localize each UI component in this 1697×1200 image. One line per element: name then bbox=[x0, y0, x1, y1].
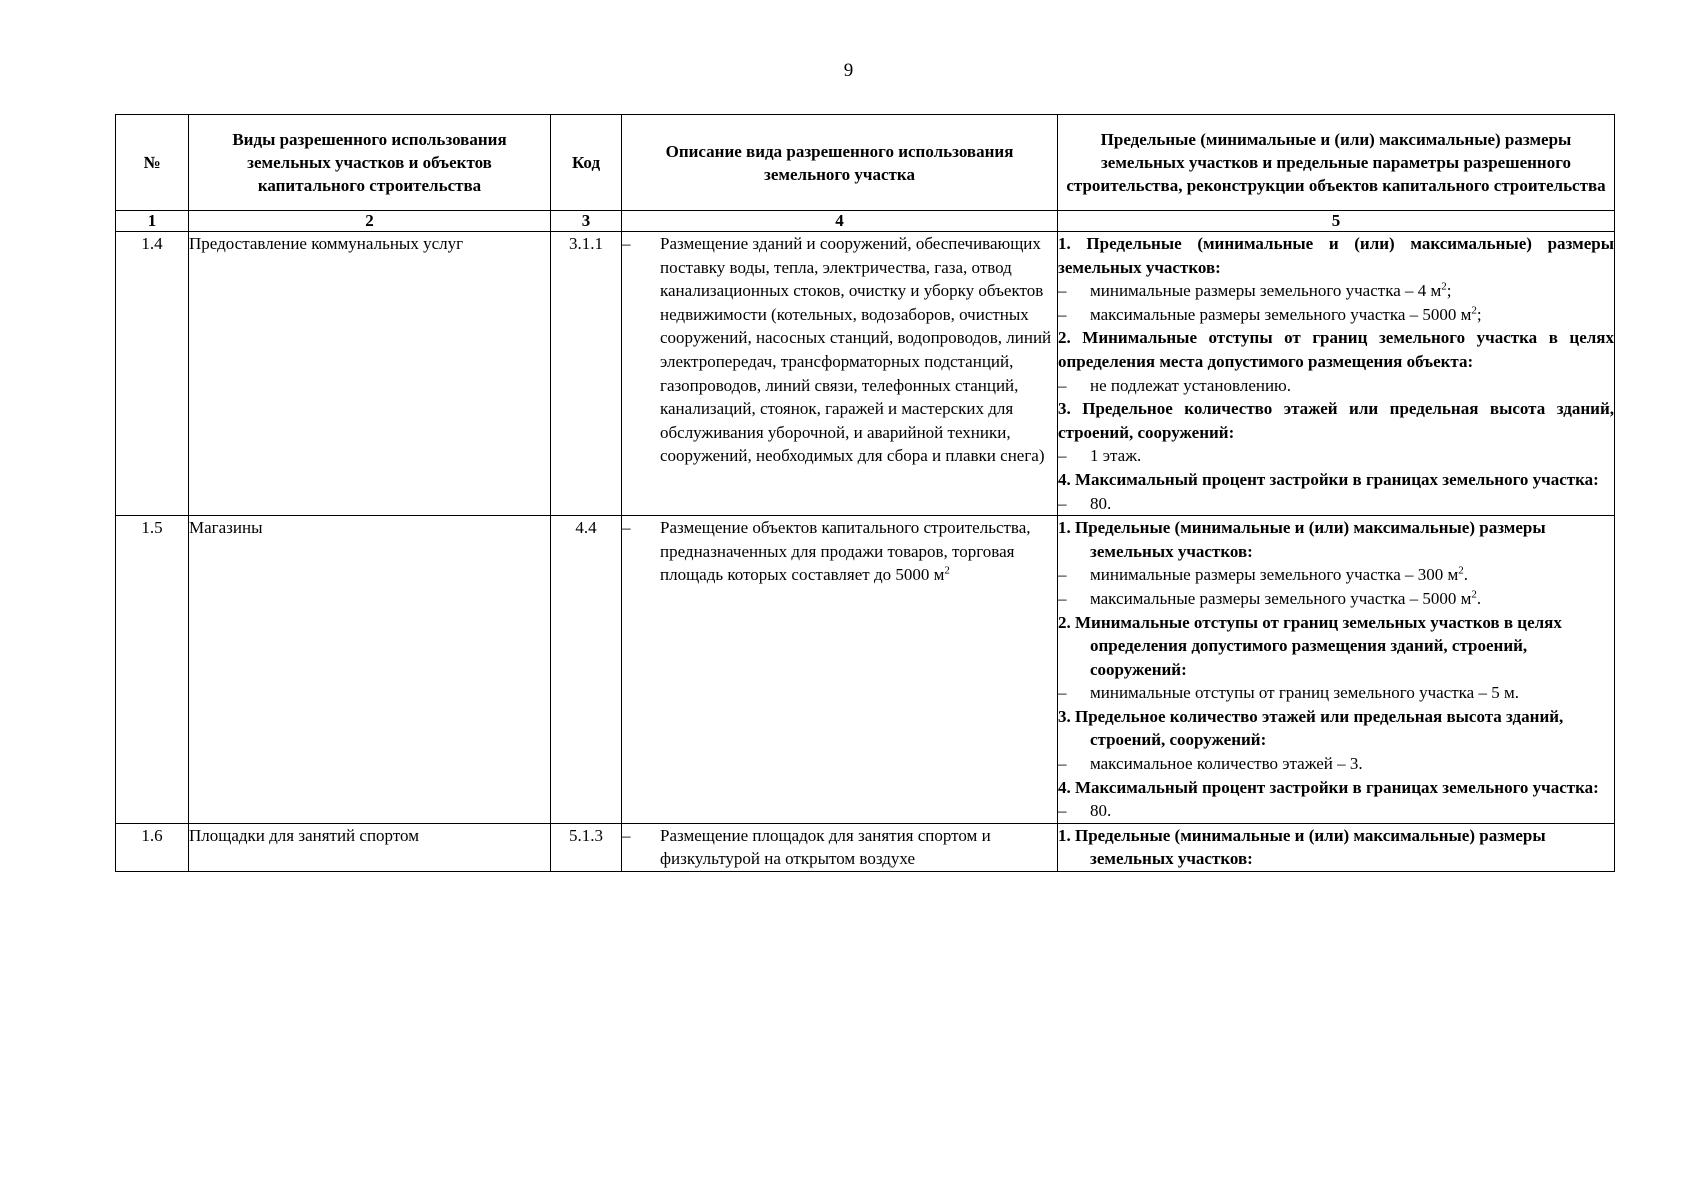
limit-heading: 2. Минимальные отступы от границ земельного участка в целях определения места допустимого размещения объекта: bbox=[1058, 328, 1614, 371]
column-number: 5 bbox=[1058, 211, 1615, 232]
limit-text: минимальные отступы от границ земельного участка – 5 м. bbox=[1090, 683, 1519, 703]
header-row bbox=[116, 115, 1615, 211]
column-number: 3 bbox=[551, 211, 622, 232]
limit-value bbox=[1058, 492, 1614, 516]
limit-text: максимальное количество этажей – 3. bbox=[1090, 754, 1363, 774]
limit-value bbox=[1058, 444, 1614, 468]
limits-cell bbox=[1058, 232, 1615, 516]
limit-heading: 3. Предельное количество этажей или предельная высота зданий, строений, сооружений: bbox=[1058, 706, 1564, 750]
limit-text: минимальные размеры земельного участка – 300 м bbox=[1090, 565, 1459, 585]
use-description bbox=[622, 516, 1058, 824]
limit-heading: 1. Предельные (минимальные и (или) максимальные) размеры земельных участков: bbox=[1058, 234, 1614, 277]
limit-value bbox=[1058, 374, 1614, 398]
limit-text: 80. bbox=[1090, 493, 1112, 513]
use-code: 5.1.3 bbox=[551, 823, 622, 871]
table-row bbox=[116, 823, 1615, 871]
dash-marker: – bbox=[1058, 493, 1067, 513]
column-number: 4 bbox=[622, 211, 1058, 232]
header-use-type: Виды разрешенного использования земельных участков и объектов капитального строительства bbox=[189, 115, 551, 211]
superscript: 2 bbox=[1458, 564, 1464, 577]
page-number: 9 bbox=[843, 60, 854, 81]
limit-value bbox=[1058, 563, 1614, 587]
dash-marker: – bbox=[1058, 588, 1067, 608]
limit-value bbox=[1058, 303, 1614, 327]
dash-marker: – bbox=[1058, 375, 1067, 395]
superscript: 2 bbox=[944, 564, 950, 577]
row-number: 1.4 bbox=[116, 232, 189, 516]
dash-marker: – bbox=[622, 518, 631, 538]
use-description bbox=[622, 823, 1058, 871]
use-code: 3.1.1 bbox=[551, 232, 622, 516]
header-limits: Предельные (минимальные и (или) максимальные) размеры земельных участков и предельные параметры разрешенного строительства, реконструкции объектов капитального строительства bbox=[1058, 115, 1615, 211]
limit-text: максимальные размеры земельного участка – 5000 м bbox=[1090, 304, 1472, 324]
dash-marker: – bbox=[1058, 683, 1067, 703]
limit-tail: . bbox=[1476, 588, 1482, 608]
header-description: Описание вида разрешенного использования земельного участка bbox=[622, 115, 1058, 211]
row-number: 1.6 bbox=[116, 823, 189, 871]
limit-value bbox=[1058, 681, 1614, 705]
use-code: 4.4 bbox=[551, 516, 622, 824]
description-text: Размещение площадок для занятия спортом и физкультурой на открытом воздухе bbox=[660, 825, 991, 869]
column-number: 2 bbox=[189, 211, 551, 232]
land-use-table bbox=[115, 114, 1615, 872]
limit-text: минимальные размеры земельного участка – 4 м bbox=[1090, 281, 1442, 301]
description-item bbox=[622, 824, 1057, 871]
limit-heading: 4. Максимальный процент застройки в границах земельного участка: bbox=[1058, 469, 1599, 489]
dash-marker: – bbox=[1058, 754, 1067, 774]
superscript: 2 bbox=[1441, 280, 1447, 293]
limit-text: максимальные размеры земельного участка – 5000 м bbox=[1090, 588, 1472, 608]
header-code: Код bbox=[551, 115, 622, 211]
header-num: № bbox=[116, 115, 189, 211]
limit-tail: ; bbox=[1446, 281, 1452, 301]
limit-heading: 2. Минимальные отступы от границ земельных участков в целях определения допустимого размещения зданий, строений, сооружений: bbox=[1058, 612, 1562, 679]
dash-marker: – bbox=[1058, 446, 1067, 466]
column-number-row bbox=[116, 211, 1615, 232]
column-number: 1 bbox=[116, 211, 189, 232]
limit-value bbox=[1058, 279, 1614, 303]
description-text: Размещение объектов капитального строительства, предназначенных для продажи товаров, торговая площадь которых составляет до 5000 м bbox=[660, 518, 1031, 585]
superscript: 2 bbox=[1471, 304, 1477, 317]
limit-heading: 3. Предельное количество этажей или предельная высота зданий, строений, сооружений: bbox=[1058, 399, 1614, 442]
limit-value bbox=[1058, 752, 1614, 776]
limit-text: 1 этаж. bbox=[1090, 446, 1142, 466]
limits-cell bbox=[1058, 823, 1615, 871]
limit-value bbox=[1058, 587, 1614, 611]
use-type: Предоставление коммунальных услуг bbox=[189, 232, 551, 516]
dash-marker: – bbox=[622, 234, 631, 253]
row-number: 1.5 bbox=[116, 516, 189, 824]
use-type: Магазины bbox=[189, 516, 551, 824]
description-text: Размещение зданий и сооружений, обеспечивающих поставку воды, тепла, электричества, газа, отвод канализационных стоков, очистку и уборку объектов недвижимости (котельных, водозаборов, очистных сооружений, насосных станций, водопроводов, линий электропередач, трансформаторных подстанций, газопроводов, линий связи, телефонных станций, канализаций, стоянок, гаражей и мастерских для обслуживания уборочной, и аварийной техники, сооружений, необходимых для сбора и плавки снега) bbox=[660, 234, 1052, 466]
limit-heading: 4. Максимальный процент застройки в границах земельного участка: bbox=[1058, 777, 1599, 797]
limit-text: 80. bbox=[1090, 801, 1112, 821]
dash-marker: – bbox=[1058, 281, 1067, 301]
limit-tail: . bbox=[1463, 565, 1469, 585]
table-row bbox=[116, 232, 1615, 516]
limit-heading: 1. Предельные (минимальные и (или) максимальные) размеры земельных участков: bbox=[1058, 518, 1546, 561]
limit-text: не подлежат установлению. bbox=[1090, 375, 1292, 395]
dash-marker: – bbox=[1058, 304, 1067, 324]
limit-value bbox=[1058, 799, 1614, 823]
table-row bbox=[116, 516, 1615, 824]
limits-cell bbox=[1058, 516, 1615, 824]
description-item bbox=[622, 516, 1057, 587]
dash-marker: – bbox=[1058, 801, 1067, 821]
limit-tail: ; bbox=[1476, 304, 1482, 324]
superscript: 2 bbox=[1471, 588, 1477, 601]
dash-marker: – bbox=[622, 825, 631, 845]
limit-heading: 1. Предельные (минимальные и (или) максимальные) размеры земельных участков: bbox=[1058, 825, 1546, 869]
use-type: Площадки для занятий спортом bbox=[189, 823, 551, 871]
dash-marker: – bbox=[1058, 565, 1067, 585]
use-description bbox=[622, 232, 1058, 516]
description-item bbox=[622, 232, 1057, 468]
